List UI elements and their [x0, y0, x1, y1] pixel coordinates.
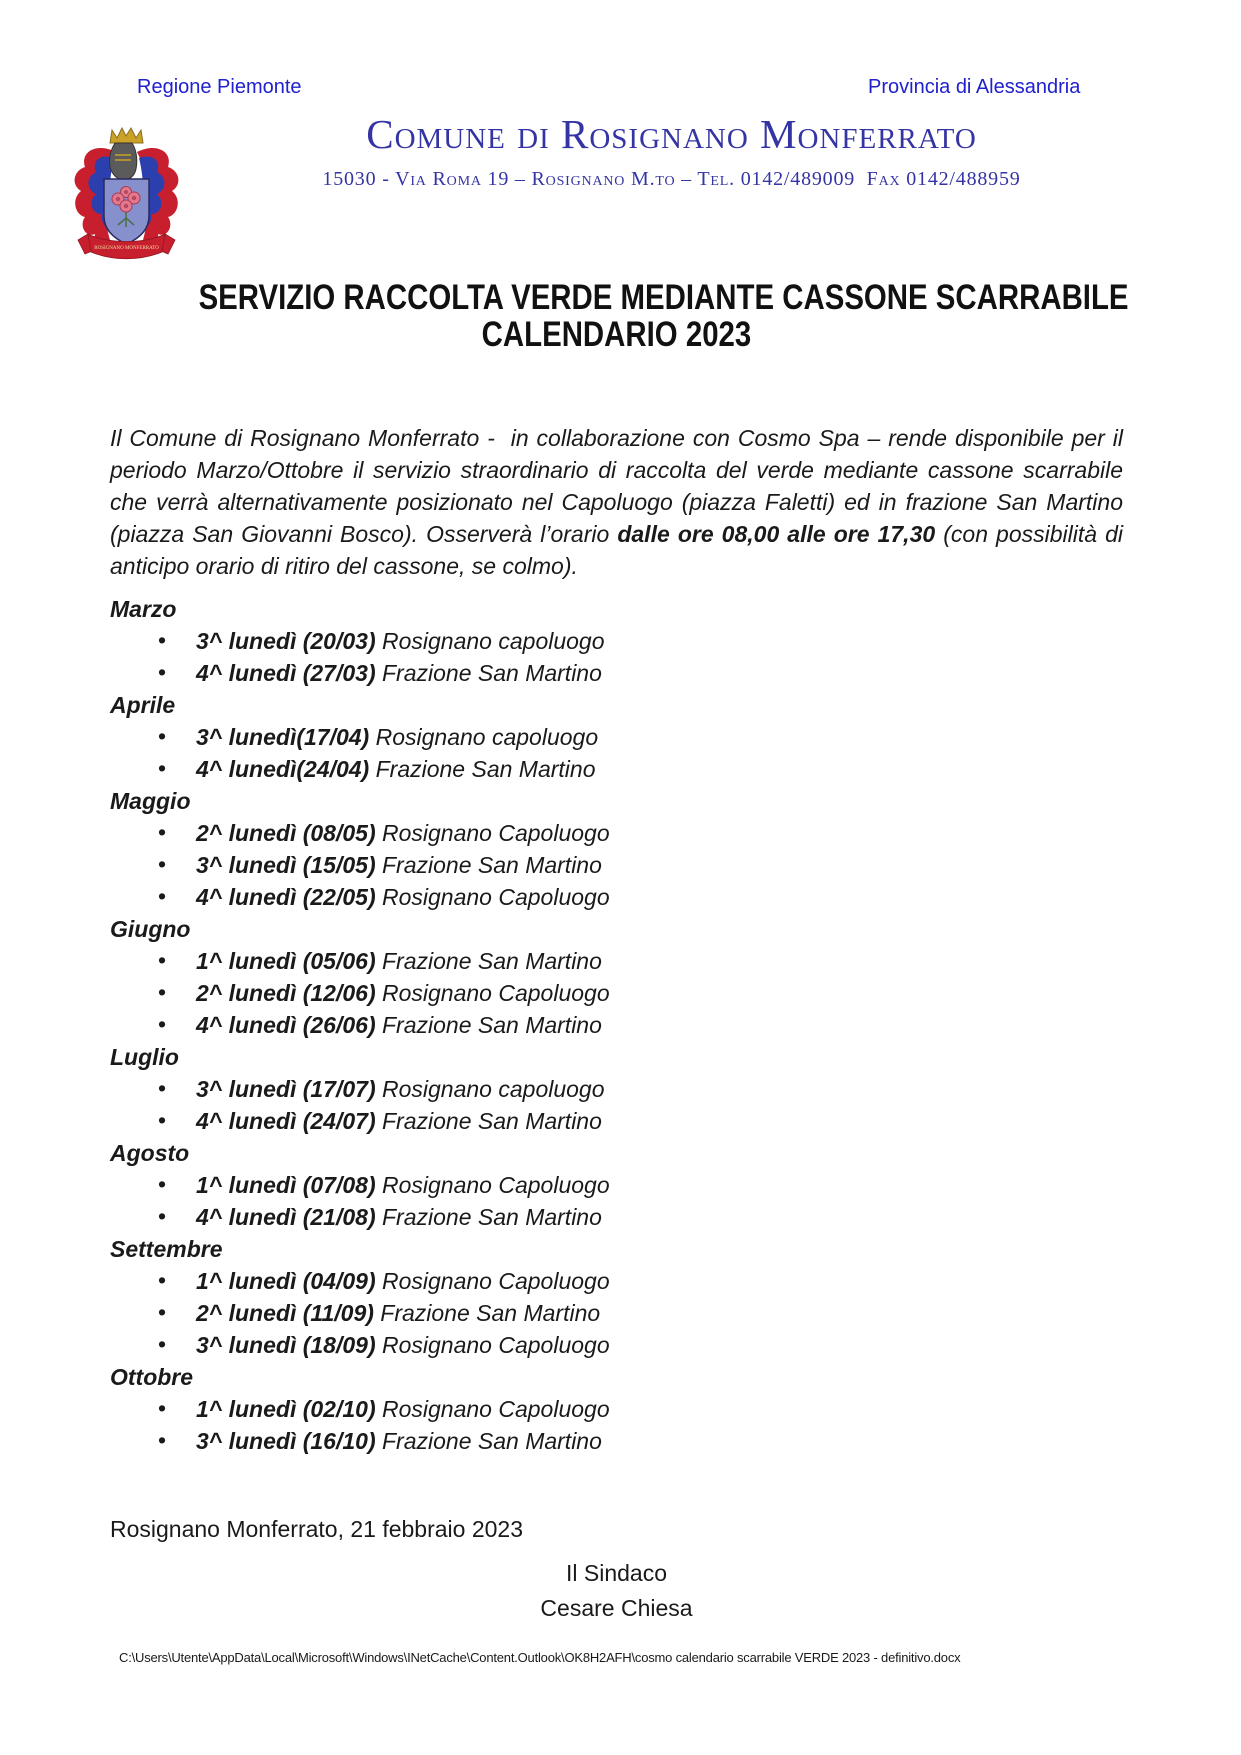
bullet-icon: •: [158, 1267, 167, 1293]
bullet-icon: •: [158, 1203, 167, 1229]
calendar-item-bold: 3^ lunedì (17/07): [196, 1076, 382, 1102]
intro-paragraph: [110, 422, 1123, 582]
calendar-item-rest: Frazione San Martino: [382, 1204, 602, 1230]
calendar-item-bold: 4^ lunedì (21/08): [196, 1204, 382, 1230]
calendar-item: [110, 817, 1123, 849]
calendar-item: [110, 977, 1123, 1009]
calendar-item-bold: 3^ lunedì(17/04): [196, 724, 376, 750]
calendar-item-bold: 4^ lunedì (27/03): [196, 660, 382, 686]
calendar-item-rest: Rosignano capoluogo: [375, 724, 599, 750]
bullet-icon: •: [158, 1427, 167, 1453]
bullet-icon: •: [158, 947, 167, 973]
calendar-item: [110, 1201, 1123, 1233]
calendar-item: [110, 1265, 1123, 1297]
calendar-item-bold: 3^ lunedì (15/05): [196, 852, 382, 878]
month-section: [110, 785, 1123, 913]
calendar-item-rest: Frazione San Martino: [382, 660, 602, 686]
document-title-line1: SERVIZIO RACCOLTA VERDE MEDIANTE CASSONE SCARRABILE: [198, 278, 1129, 317]
municipal-crest-icon: [70, 126, 183, 262]
calendar-item: [110, 849, 1123, 881]
signature-block: [110, 1556, 1123, 1626]
intro-text-bold-hours: dalle ore 08,00 alle ore 17,30: [617, 521, 936, 547]
calendar-item-bold: 1^ lunedì (04/09): [196, 1268, 382, 1294]
month-section: [110, 1233, 1123, 1361]
calendar-item: [110, 657, 1123, 689]
calendar-item: [110, 1393, 1123, 1425]
intro-text-post: (con possibilità di anticipo orario di ritiro del cassone, se colmo).: [110, 521, 1124, 579]
calendar-item: [110, 1297, 1123, 1329]
calendar-item-rest: Rosignano Capoluogo: [382, 1172, 610, 1198]
calendar-item-rest: Rosignano Capoluogo: [382, 820, 610, 846]
calendar-item-bold: 2^ lunedì (08/05): [196, 820, 382, 846]
month-items: [110, 1073, 1123, 1137]
month-name: Giugno: [110, 916, 191, 942]
crest-crown: [110, 128, 143, 143]
crest-motto: ROSIGNANO MONFERRATO: [94, 246, 159, 251]
calendar-item-bold: 1^ lunedì (07/08): [196, 1172, 382, 1198]
calendar-item: [110, 881, 1123, 913]
bullet-icon: •: [158, 851, 167, 877]
intro-text-pre: Il Comune di Rosignano Monferrato - in collaborazione con Cosmo Spa – rende disponibile per il periodo Marzo/Ottobre il servizio straordinario di raccolta del verde mediante cassone scarrabile che verrà alternativamente posizionato nel Capoluogo (piazza Faletti) ed in frazione San Martino (piazza San Giovanni Bosco). Osserverà l’orario: [110, 425, 1123, 547]
calendar-item-rest: Rosignano capoluogo: [382, 1076, 605, 1102]
month-name: Maggio: [110, 788, 191, 814]
province-label: Provincia di Alessandria: [868, 76, 1081, 98]
bullet-icon: •: [158, 819, 167, 845]
calendar-item-rest: Frazione San Martino: [382, 852, 602, 878]
crest-helmet: [110, 143, 137, 180]
calendar-item-rest: Rosignano Capoluogo: [382, 1332, 610, 1358]
month-items: [110, 721, 1123, 785]
calendar-item-rest: Frazione San Martino: [382, 1428, 602, 1454]
month-items: [110, 945, 1123, 1041]
region-label: Regione Piemonte: [137, 76, 302, 98]
calendar-item: [110, 721, 1123, 753]
signature-name: Cesare Chiesa: [540, 1595, 693, 1621]
bullet-icon: •: [158, 1075, 167, 1101]
calendar-item-rest: Rosignano Capoluogo: [382, 1268, 610, 1294]
bullet-icon: •: [158, 755, 167, 781]
bullet-icon: •: [158, 1011, 167, 1037]
calendar-item-bold: 2^ lunedì (12/06): [196, 980, 382, 1006]
calendar-item-rest: Frazione San Martino: [375, 756, 596, 782]
document-title: [110, 278, 1129, 354]
calendar-item-rest: Frazione San Martino: [380, 1300, 601, 1326]
calendar-item-bold: 4^ lunedì (26/06): [196, 1012, 382, 1038]
month-name: Marzo: [110, 596, 177, 622]
month-name: Ottobre: [110, 1364, 194, 1390]
month-section: [110, 593, 1123, 689]
calendar-list: [110, 593, 1123, 1457]
footer-file-path: C:\Users\Utente\AppData\Local\Microsoft\Windows\INetCache\Content.Outlook\OK8H2AFH\cosmo calendario scarrabile VERDE 2023 - definitivo.docx: [119, 1650, 961, 1665]
calendar-item: [110, 1329, 1123, 1361]
calendar-item-bold: 4^ lunedì (22/05): [196, 884, 382, 910]
month-section: [110, 1137, 1123, 1233]
calendar-item: [110, 1169, 1123, 1201]
calendar-item: [110, 945, 1123, 977]
month-name: Agosto: [110, 1140, 190, 1166]
calendar-item: [110, 1009, 1123, 1041]
calendar-item: [110, 1425, 1123, 1457]
bullet-icon: •: [158, 1107, 167, 1133]
bullet-icon: •: [158, 1395, 167, 1421]
calendar-item-rest: Rosignano capoluogo: [382, 628, 605, 654]
document-title-line2: CALENDARIO 2023: [481, 315, 752, 354]
month-items: [110, 1169, 1123, 1233]
month-section: [110, 689, 1123, 785]
bullet-icon: •: [158, 627, 167, 653]
calendar-item-bold: 4^ lunedì(24/04): [196, 756, 376, 782]
calendar-item-bold: 2^ lunedì (11/09): [196, 1300, 381, 1326]
calendar-item-rest: Rosignano Capoluogo: [382, 980, 610, 1006]
calendar-item-bold: 3^ lunedì (18/09): [196, 1332, 382, 1358]
calendar-item-bold: 1^ lunedì (02/10): [196, 1396, 382, 1422]
month-name: Luglio: [110, 1044, 179, 1070]
comune-title: Comune di Rosignano Monferrato: [366, 111, 977, 157]
calendar-item-bold: 3^ lunedì (16/10): [196, 1428, 382, 1454]
month-name: Settembre: [110, 1236, 223, 1262]
month-name: Aprile: [110, 692, 176, 718]
month-section: [110, 913, 1123, 1041]
bullet-icon: •: [158, 1171, 167, 1197]
month-section: [110, 1041, 1123, 1137]
month-section: [110, 1361, 1123, 1457]
month-items: [110, 625, 1123, 689]
calendar-item-bold: 4^ lunedì (24/07): [196, 1108, 382, 1134]
bullet-icon: •: [158, 883, 167, 909]
signature-role: Il Sindaco: [565, 1560, 667, 1586]
calendar-item-rest: Frazione San Martino: [382, 1012, 602, 1038]
bullet-icon: •: [158, 723, 167, 749]
bullet-icon: •: [158, 1299, 167, 1325]
calendar-item-rest: Frazione San Martino: [382, 1108, 602, 1134]
calendar-item: [110, 625, 1123, 657]
calendar-item-rest: Frazione San Martino: [382, 948, 602, 974]
bullet-icon: •: [158, 1331, 167, 1357]
month-items: [110, 1265, 1123, 1361]
calendar-item-rest: Rosignano Capoluogo: [382, 884, 610, 910]
comune-address: 15030 - Via Roma 19 – Rosignano M.to – Tel. 0142/489009 Fax 0142/488959: [322, 168, 1021, 190]
month-items: [110, 817, 1123, 913]
calendar-item-rest: Rosignano Capoluogo: [382, 1396, 610, 1422]
calendar-item-bold: 1^ lunedì (05/06): [196, 948, 382, 974]
calendar-item: [110, 1073, 1123, 1105]
date-line: Rosignano Monferrato, 21 febbraio 2023: [110, 1516, 524, 1542]
bullet-icon: •: [158, 659, 167, 685]
calendar-item: [110, 1105, 1123, 1137]
bullet-icon: •: [158, 979, 167, 1005]
month-items: [110, 1393, 1123, 1457]
calendar-item: [110, 753, 1123, 785]
calendar-item-bold: 3^ lunedì (20/03): [196, 628, 382, 654]
